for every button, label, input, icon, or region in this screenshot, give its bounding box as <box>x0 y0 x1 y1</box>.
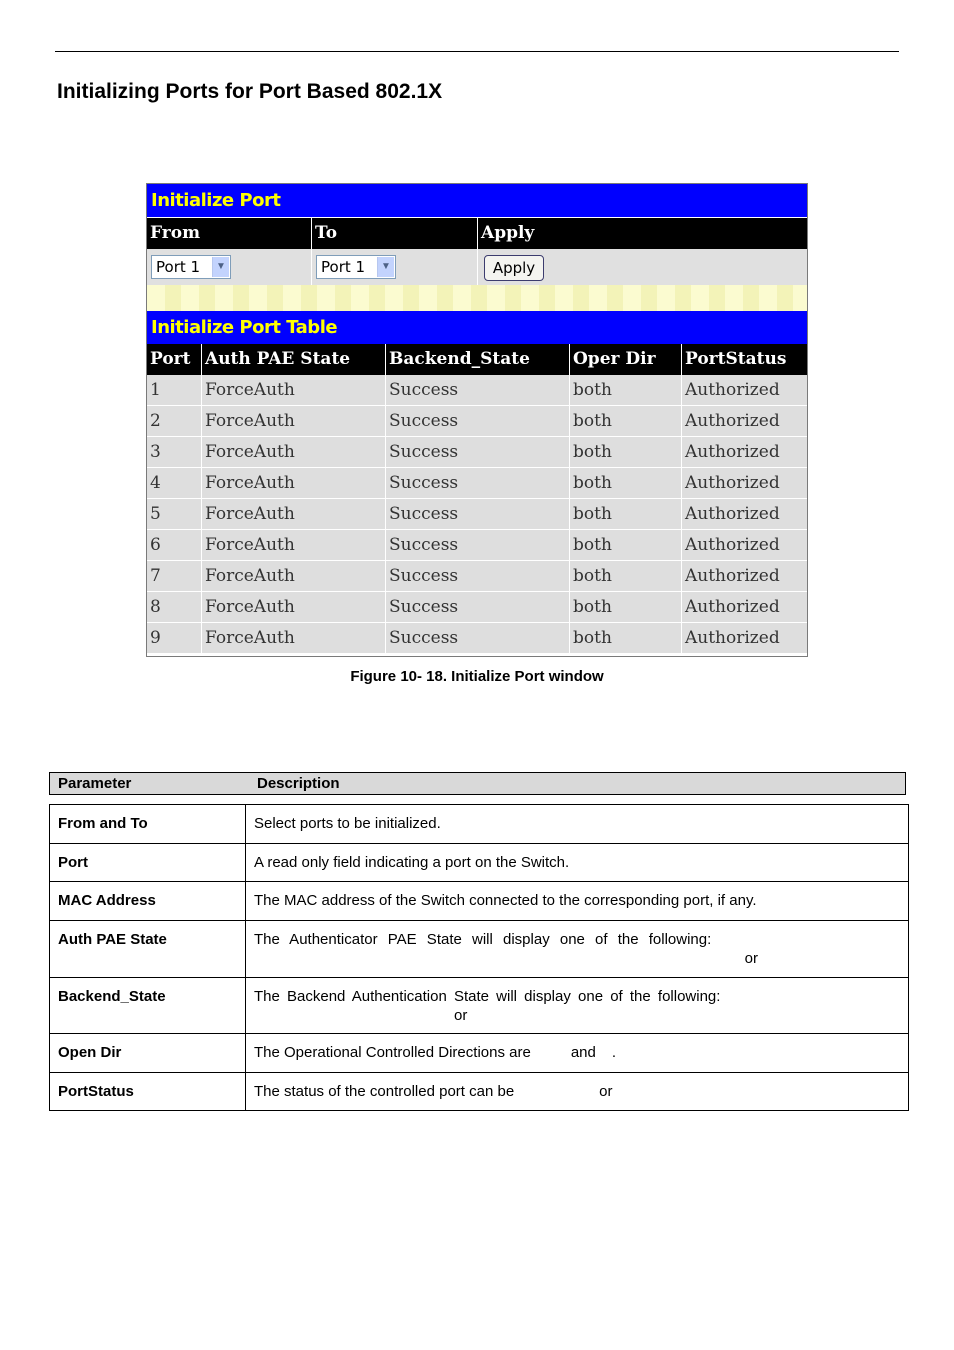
cell-port: 8 <box>147 592 202 622</box>
cell-backend-state: Success <box>386 406 570 436</box>
form-control-row <box>147 249 807 285</box>
param-row <box>50 882 909 921</box>
param-description <box>246 1034 909 1073</box>
cell-port-status: Authorized <box>685 473 780 493</box>
desc-text: The Operational Controlled Directions are <box>254 1044 531 1061</box>
header-apply: Apply <box>481 223 535 243</box>
col-port-status: PortStatus <box>685 349 787 369</box>
figure-caption: Figure 10- 18. Initialize Port window <box>350 668 604 685</box>
to-port-select[interactable] <box>316 255 396 279</box>
chevron-down-icon[interactable]: ▼ <box>377 257 394 277</box>
to-port-value: Port 1 <box>321 258 366 276</box>
param-name: PortStatus <box>50 1073 246 1111</box>
param-description <box>246 1073 909 1111</box>
cell-auth-pae-state: ForceAuth <box>202 530 386 560</box>
param-name: Backend_State <box>50 978 246 1034</box>
param-name: Port <box>50 844 246 882</box>
cell-backend-state: Success <box>386 561 570 591</box>
param-description: Select ports to be initialized. <box>246 805 909 844</box>
param-description <box>246 978 909 1034</box>
desc-text: The status of the controlled port can be <box>254 1083 515 1100</box>
cell-port-status: Authorized <box>685 597 780 617</box>
table-row <box>147 530 807 561</box>
param-description: The MAC address of the Switch connected to the corresponding port, if any. <box>246 882 909 921</box>
cell-auth-pae-state: ForceAuth <box>202 623 386 653</box>
col-backend-state: Backend_State <box>386 344 570 375</box>
cell-port-status: Authorized <box>685 566 780 586</box>
cell-auth-pae-state: ForceAuth <box>202 375 386 405</box>
cell-auth-pae-state: ForceAuth <box>202 561 386 591</box>
cell-backend-state: Success <box>386 499 570 529</box>
table-row <box>147 499 807 530</box>
param-description: A read only field indicating a port on the Switch. <box>246 844 909 882</box>
page-heading: Initializing Ports for Port Based 802.1X <box>57 80 443 103</box>
cell-auth-pae-state: ForceAuth <box>202 406 386 436</box>
cell-port: 7 <box>147 561 202 591</box>
from-port-select[interactable] <box>151 255 231 279</box>
cell-port: 5 <box>147 499 202 529</box>
cell-backend-state: Success <box>386 592 570 622</box>
cell-port: 9 <box>147 623 202 653</box>
apply-cell <box>478 249 807 285</box>
table-row <box>147 561 807 592</box>
cell-oper-dir: both <box>570 623 682 653</box>
cell-backend-state: Success <box>386 375 570 405</box>
col-oper-dir: Oper Dir <box>570 344 682 375</box>
cell-oper-dir: both <box>570 406 682 436</box>
param-name: Open Dir <box>50 1034 246 1073</box>
table-row <box>147 592 807 623</box>
table-row <box>147 623 807 654</box>
table-row <box>147 406 807 437</box>
form-header-row <box>147 218 807 249</box>
param-row <box>50 844 909 882</box>
desc-or: or <box>599 1083 613 1100</box>
initialize-port-window <box>146 183 808 657</box>
cell-port-status: Authorized <box>685 380 780 400</box>
cell-oper-dir: both <box>570 499 682 529</box>
header-description: Description <box>257 775 340 792</box>
top-rule <box>55 51 899 52</box>
desc-end: . <box>611 1044 617 1061</box>
param-row <box>50 1073 909 1111</box>
table-row <box>147 375 807 406</box>
apply-button[interactable]: Apply <box>484 255 544 281</box>
param-row <box>50 978 909 1034</box>
chevron-down-icon[interactable]: ▼ <box>212 257 229 277</box>
cell-port-status: Authorized <box>685 535 780 555</box>
cell-port-status: Authorized <box>685 504 780 524</box>
param-description <box>246 921 909 978</box>
cell-backend-state: Success <box>386 530 570 560</box>
cell-oper-dir: both <box>570 437 682 467</box>
param-name: From and To <box>50 805 246 844</box>
from-cell <box>147 249 312 285</box>
cell-port-status: Authorized <box>685 411 780 431</box>
cell-backend-state: Success <box>386 623 570 653</box>
cell-auth-pae-state: ForceAuth <box>202 437 386 467</box>
desc-line: The Backend Authentication State will display one of the following: <box>254 988 721 1005</box>
cell-auth-pae-state: ForceAuth <box>202 468 386 498</box>
window-title: Initialize Port <box>147 184 807 217</box>
cell-backend-state: Success <box>386 468 570 498</box>
from-port-value: Port 1 <box>156 258 201 276</box>
header-parameter: Parameter <box>58 775 132 792</box>
to-cell <box>312 249 478 285</box>
cell-port: 2 <box>147 406 202 436</box>
decorative-stripe <box>147 285 807 311</box>
cell-oper-dir: both <box>570 530 682 560</box>
cell-port: 3 <box>147 437 202 467</box>
col-port: Port <box>147 344 202 375</box>
cell-port-status: Authorized <box>685 442 780 462</box>
table-header-row <box>147 344 807 375</box>
table-row <box>147 437 807 468</box>
param-name: Auth PAE State <box>50 921 246 978</box>
desc-line: The Authenticator PAE State will display one of the following: <box>254 931 712 948</box>
col-auth-pae-state: Auth PAE State <box>202 344 386 375</box>
cell-oper-dir: both <box>570 375 682 405</box>
param-row <box>50 921 909 978</box>
table-row <box>147 468 807 499</box>
cell-port: 6 <box>147 530 202 560</box>
desc-conjunction: or <box>744 950 758 967</box>
param-row <box>50 1034 909 1073</box>
cell-auth-pae-state: ForceAuth <box>202 499 386 529</box>
cell-oper-dir: both <box>570 468 682 498</box>
desc-and: and <box>570 1044 596 1061</box>
cell-port: 1 <box>147 375 202 405</box>
table-title: Initialize Port Table <box>147 311 807 344</box>
cell-port: 4 <box>147 468 202 498</box>
cell-port-status: Authorized <box>685 628 780 648</box>
header-to: To <box>312 218 478 249</box>
cell-backend-state: Success <box>386 437 570 467</box>
parameter-table <box>49 804 909 1111</box>
param-name: MAC Address <box>50 882 246 921</box>
cell-oper-dir: both <box>570 561 682 591</box>
header-from: From <box>147 218 312 249</box>
desc-conjunction: or <box>454 1007 468 1024</box>
cell-oper-dir: both <box>570 592 682 622</box>
parameter-table-header <box>49 772 906 795</box>
param-row <box>50 805 909 844</box>
cell-auth-pae-state: ForceAuth <box>202 592 386 622</box>
